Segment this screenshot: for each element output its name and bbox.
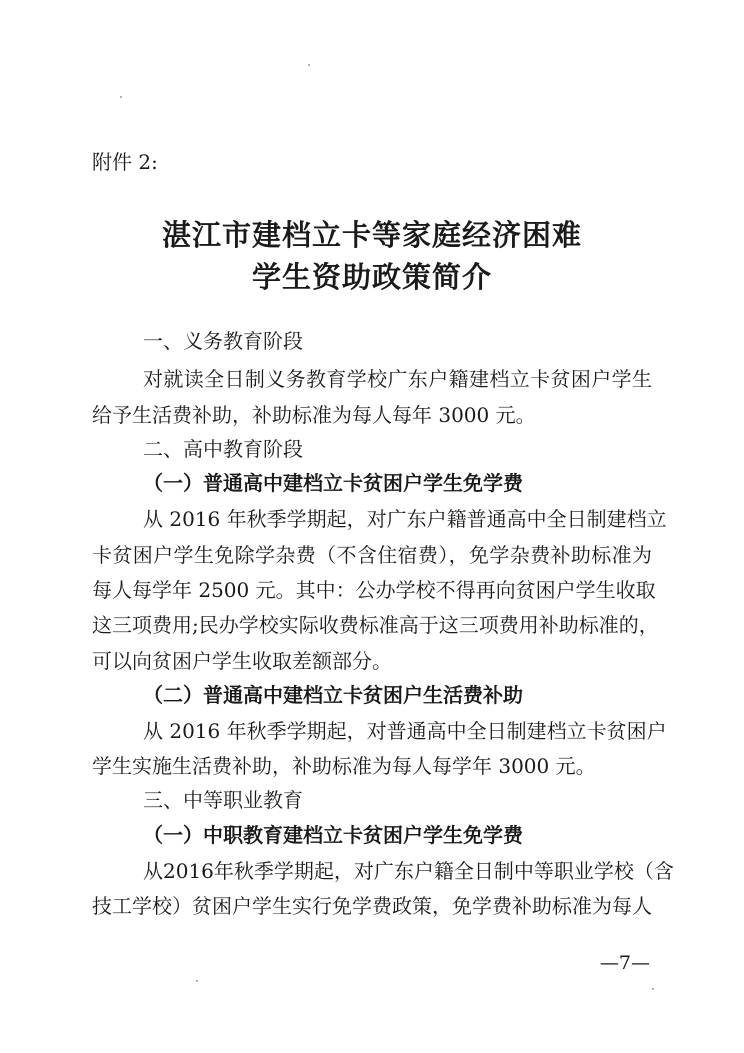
paragraph-line: 技工学校）贫困户学生实行免学费政策，免学费补助标准为每人 <box>92 894 652 918</box>
paragraph-line: 学生实施生活费补助，补助标准为每人每学年 3000 元。 <box>92 754 596 778</box>
section-heading-1: 一、义务教育阶段 <box>143 329 303 353</box>
document-title-line-1: 湛江市建档立卡等家庭经济困难 <box>161 218 582 252</box>
scan-speck <box>196 980 198 982</box>
paragraph-line: 从2016年秋季学期起，对广东户籍全日制中等职业学校（含 <box>143 859 674 883</box>
paragraph-line: 从 2016 年秋季学期起，对广东户籍普通高中全日制建档立 <box>143 507 667 531</box>
subsection-heading: （一）中职教育建档立卡贫困户学生免学费 <box>143 823 523 847</box>
scan-speck <box>652 988 654 990</box>
paragraph-line: 从 2016 年秋季学期起，对普通高中全日制建档立卡贫困户 <box>143 719 667 743</box>
section-heading-3: 三、中等职业教育 <box>143 788 303 812</box>
paragraph-line: 给予生活费补助，补助标准为每人每年 3000 元。 <box>92 403 536 427</box>
scan-speck <box>308 64 310 66</box>
attachment-label: 附件 2: <box>92 150 158 174</box>
subsection-heading: （二）普通高中建档立卡贫困户生活费补助 <box>143 683 523 707</box>
paragraph-line: 卡贫困户学生免除学杂费（不含住宿费），免学杂费补助标准为 <box>92 543 652 567</box>
paragraph-line: 这三项费用;民办学校实际收费标准高于这三项费用补助标准的， <box>92 613 659 637</box>
subsection-heading: （一）普通高中建档立卡贫困户学生免学费 <box>143 471 523 495</box>
document-title-line-2: 学生资助政策简介 <box>251 260 492 294</box>
scan-speck <box>120 96 122 98</box>
page-number: —7— <box>599 952 650 974</box>
section-heading-2: 二、高中教育阶段 <box>143 437 303 461</box>
paragraph-line: 可以向贫困户学生收取差额部分。 <box>92 649 392 673</box>
paragraph-line: 对就读全日制义务教育学校广东户籍建档立卡贫困户学生 <box>143 367 652 391</box>
paragraph-line: 每人每学年 2500 元。其中：公办学校不得再向贫困户学生收取 <box>92 578 656 602</box>
